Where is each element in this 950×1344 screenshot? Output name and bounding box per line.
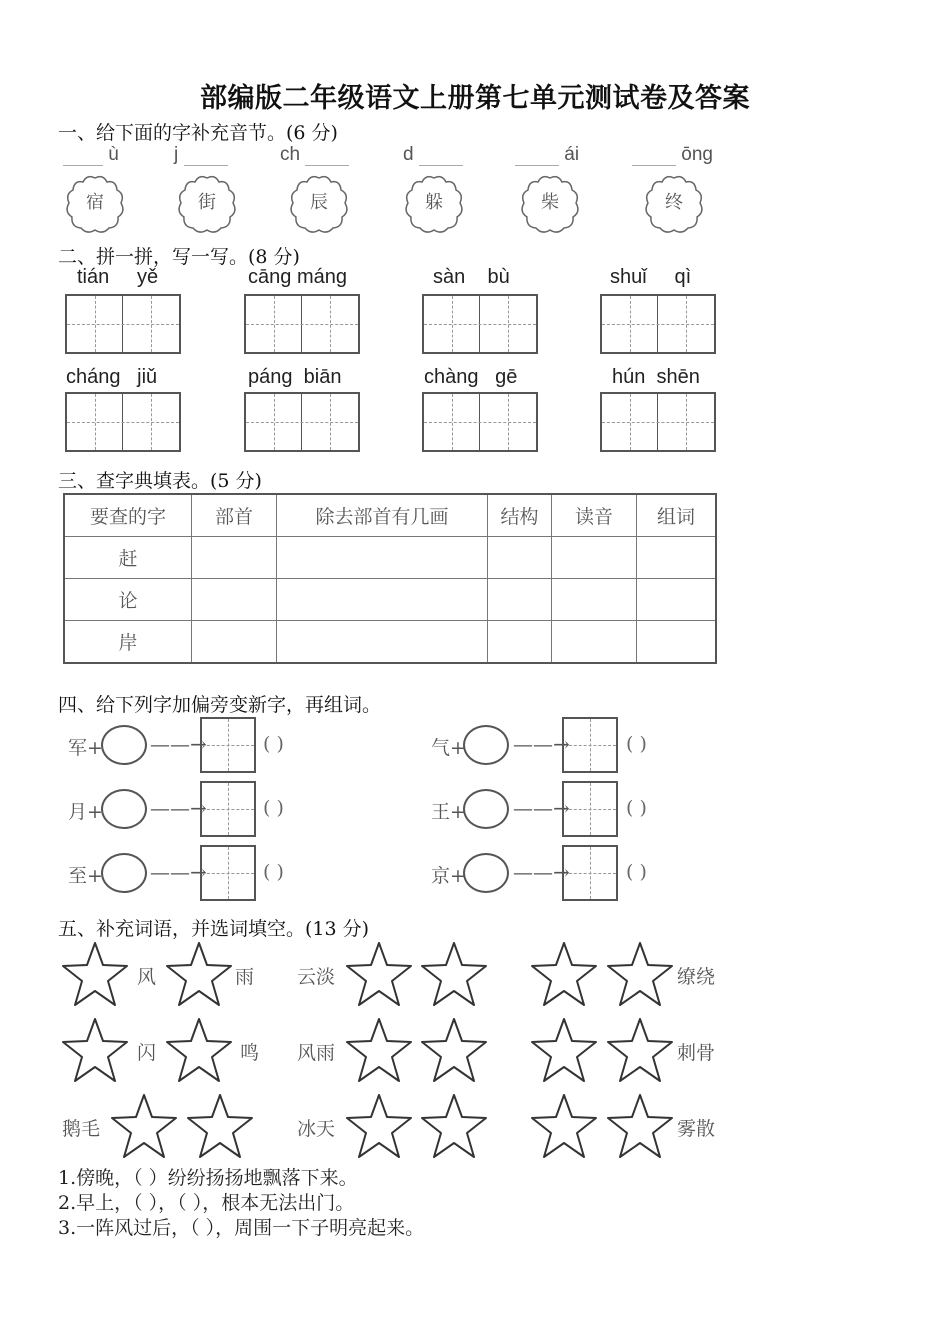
star-icon[interactable] (529, 1092, 599, 1160)
star-icon[interactable] (60, 940, 130, 1008)
table-row (64, 537, 716, 579)
word-blank[interactable]: ( ) (263, 797, 284, 819)
star-icon[interactable] (605, 1016, 675, 1084)
word-blank[interactable]: ( ) (626, 733, 647, 755)
idiom-char: 雨 (235, 966, 255, 988)
star-icon[interactable] (605, 1092, 675, 1160)
arrow-icon: ——→ (150, 860, 207, 884)
table-cell-blank[interactable] (552, 621, 637, 664)
table-cell-char: 赶 (64, 537, 192, 579)
star-icon[interactable] (344, 940, 414, 1008)
char-box[interactable] (200, 845, 256, 901)
writing-grid[interactable] (422, 392, 538, 452)
arrow-icon: ——→ (150, 732, 207, 756)
word-blank[interactable]: ( ) (263, 861, 284, 883)
pinyin-pair-1: tián yě (77, 266, 159, 288)
idiom-chars: 雾散 (677, 1118, 716, 1140)
flower-char-1: 宿 (63, 172, 127, 236)
base-char: 至+ (68, 865, 103, 887)
table-cell-blank[interactable] (488, 579, 552, 621)
table-cell-blank[interactable] (192, 579, 277, 621)
flower-char-5: 柴 (518, 172, 582, 236)
pinyin-pair-6: páng biān (248, 366, 342, 388)
radical-circle[interactable] (463, 725, 509, 765)
table-cell-blank[interactable] (192, 621, 277, 664)
star-icon[interactable] (185, 1092, 255, 1160)
idiom-chars: 风雨 (297, 1042, 336, 1064)
sentence-3[interactable]: 3.一阵风过后，（ ），周围一下子明亮起来。 (58, 1217, 425, 1239)
pinyin-blank-2: j (174, 144, 228, 166)
star-icon[interactable] (164, 940, 234, 1008)
idiom-chars: 刺骨 (677, 1042, 716, 1064)
radical-circle[interactable] (101, 725, 147, 765)
idiom-char: 闪 (137, 1042, 157, 1064)
table-row (64, 621, 716, 664)
writing-grid[interactable] (244, 392, 360, 452)
table-cell-blank[interactable] (488, 537, 552, 579)
star-icon[interactable] (344, 1016, 414, 1084)
table-cell-blank[interactable] (488, 621, 552, 664)
col-header: 读音 (552, 494, 637, 537)
pinyin-blank-6: ōng (632, 144, 713, 166)
table-cell-char: 岸 (64, 621, 192, 664)
writing-grid[interactable] (422, 294, 538, 354)
char-box[interactable] (200, 781, 256, 837)
pinyin-pair-3: sàn bù (433, 266, 510, 288)
pinyin-pair-7: chàng gē (424, 366, 518, 388)
section-3-heading: 三、查字典填表。(5 分) (58, 470, 262, 492)
writing-grid[interactable] (65, 392, 181, 452)
idiom-char: 鸣 (240, 1042, 260, 1064)
section-4-heading: 四、给下列字加偏旁变新字，再组词。 (58, 694, 382, 716)
dictionary-table (63, 493, 717, 664)
writing-grid[interactable] (65, 294, 181, 354)
base-char: 京+ (431, 865, 466, 887)
table-cell-blank[interactable] (192, 537, 277, 579)
table-cell-blank[interactable] (277, 537, 488, 579)
table-cell-blank[interactable] (552, 537, 637, 579)
radical-circle[interactable] (463, 789, 509, 829)
word-blank[interactable]: ( ) (263, 733, 284, 755)
base-char: 军+ (68, 737, 103, 759)
sentence-1[interactable]: 1.傍晚，（ ）纷纷扬扬地飘落下来。 (58, 1167, 358, 1189)
col-header: 组词 (637, 494, 717, 537)
idiom-char: 风 (137, 966, 157, 988)
char-box[interactable] (200, 717, 256, 773)
table-cell-blank[interactable] (277, 621, 488, 664)
base-char: 月+ (68, 801, 103, 823)
flower-char-2: 街 (175, 172, 239, 236)
pinyin-pair-4: shuǐ qì (610, 266, 692, 288)
pinyin-pair-5: cháng jiǔ (66, 366, 158, 388)
radical-circle[interactable] (463, 853, 509, 893)
word-blank[interactable]: ( ) (626, 797, 647, 819)
flower-char-4: 躲 (402, 172, 466, 236)
pinyin-pair-8: hún shēn (612, 366, 700, 388)
table-cell-blank[interactable] (637, 621, 717, 664)
star-icon[interactable] (605, 940, 675, 1008)
star-icon[interactable] (529, 1016, 599, 1084)
arrow-icon: ——→ (513, 732, 570, 756)
idiom-chars: 云淡 (297, 966, 336, 988)
pinyin-blank-5: ái (515, 144, 579, 166)
col-header: 结构 (488, 494, 552, 537)
section-5-heading: 五、补充词语，并选词填空。(13 分) (58, 918, 370, 940)
col-header: 除去部首有几画 (277, 494, 488, 537)
table-cell-blank[interactable] (637, 537, 717, 579)
table-cell-blank[interactable] (637, 579, 717, 621)
pinyin-pair-2: cāng máng (248, 266, 347, 288)
page-title: 部编版二年级语文上册第七单元测试卷及答案 (200, 83, 750, 114)
idiom-chars: 冰天 (297, 1118, 336, 1140)
section-1-heading: 一、给下面的字补充音节。(6 分) (58, 122, 338, 144)
char-box[interactable] (562, 717, 618, 773)
arrow-icon: ——→ (513, 796, 570, 820)
base-char: 王+ (431, 801, 466, 823)
pinyin-blank-1: ù (63, 144, 119, 166)
char-box[interactable] (562, 845, 618, 901)
writing-grid[interactable] (600, 294, 716, 354)
col-header: 部首 (192, 494, 277, 537)
star-icon[interactable] (164, 1016, 234, 1084)
radical-circle[interactable] (101, 789, 147, 829)
pinyin-blank-3: ch (280, 144, 349, 166)
radical-circle[interactable] (101, 853, 147, 893)
writing-grid[interactable] (244, 294, 360, 354)
col-header: 要查的字 (64, 494, 192, 537)
star-icon[interactable] (344, 1092, 414, 1160)
section-2-heading: 二、拼一拼，写一写。(8 分) (58, 246, 300, 268)
writing-grid[interactable] (600, 392, 716, 452)
idiom-chars: 缭绕 (677, 966, 716, 988)
arrow-icon: ——→ (513, 860, 570, 884)
star-icon[interactable] (419, 1092, 489, 1160)
pinyin-blank-4: d (403, 144, 463, 166)
star-icon[interactable] (529, 940, 599, 1008)
star-icon[interactable] (419, 940, 489, 1008)
flower-char-6: 终 (642, 172, 706, 236)
base-char: 气+ (431, 737, 466, 759)
star-icon[interactable] (419, 1016, 489, 1084)
sentence-2[interactable]: 2.早上，（ ），（ ），根本无法出门。 (58, 1192, 355, 1214)
star-icon[interactable] (109, 1092, 179, 1160)
arrow-icon: ——→ (150, 796, 207, 820)
table-row (64, 579, 716, 621)
star-icon[interactable] (60, 1016, 130, 1084)
char-box[interactable] (562, 781, 618, 837)
flower-char-3: 辰 (287, 172, 351, 236)
table-cell-char: 论 (64, 579, 192, 621)
table-cell-blank[interactable] (277, 579, 488, 621)
word-blank[interactable]: ( ) (626, 861, 647, 883)
table-cell-blank[interactable] (552, 579, 637, 621)
idiom-chars: 鹅毛 (62, 1118, 101, 1140)
table-header-row (64, 494, 716, 537)
